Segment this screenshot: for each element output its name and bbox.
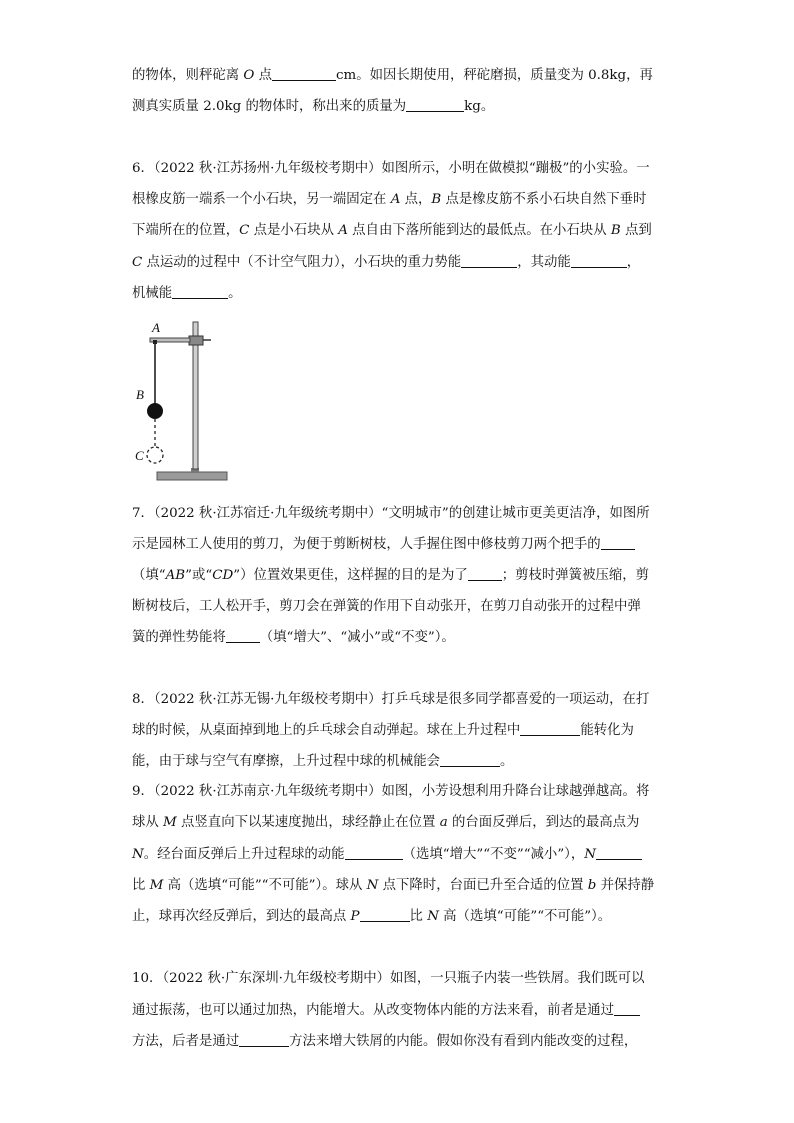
question-6-line: 机械能 。	[132, 286, 242, 301]
answer-blank[interactable]	[239, 1032, 289, 1047]
answer-blank[interactable]	[226, 628, 260, 643]
answer-blank[interactable]	[360, 907, 410, 922]
question-6-line: 6．（2022 秋·江苏扬州·九年级校考期中）如图所示，小明在做模拟“蹦极”的小实验。一	[132, 161, 650, 176]
question-7-line: 簧的弹性势能将 （填“增大”、“减小”或“不变”）。	[132, 630, 455, 645]
answer-blank[interactable]	[614, 1001, 640, 1016]
question-9-line: 止，球再次经反弹后，到达的最高点 P 比 N 高（选填“可能”“不可能”）。	[132, 909, 612, 924]
question-6-line: C 点运动的过程中（不计空气阻力），小石块的重力势能 ，其动能 ，	[132, 255, 641, 270]
answer-blank[interactable]	[345, 845, 403, 860]
answer-blank[interactable]	[571, 253, 627, 268]
answer-blank[interactable]	[272, 66, 336, 81]
question-6-line: 根橡皮筋一端系一个小石块，另一端固定在 A 点，B 点是橡皮筋不系小石块自然下垂时	[132, 192, 647, 207]
question-10-line: 通过振荡，也可以通过加热，内能增大。从改变物体内能的方法来看，前者是通过	[132, 1001, 640, 1021]
answer-blank[interactable]	[601, 535, 635, 550]
question-10-line: 10．（2022 秋·广东深圳·九年级校考期中）如图，一只瓶子内装一些铁屑。我们既可以	[132, 971, 645, 986]
question-8-line: 球的时候，从桌面掉到地上的乒乓球会自动弹起。球在上升过程中 能转化为	[132, 723, 634, 738]
question-7-line: 7．（2022 秋·江苏宿迁·九年级统考期中）“文明城市”的创建让城市更美更洁净，如图所	[132, 506, 650, 521]
question-8-line: 能，由于球与空气有摩擦，上升过程中球的机械能会 。	[132, 754, 514, 769]
text-line: 的物体，则秤砣离 O 点 cm。如因长期使用，秤砣磨损，质量变为 0.8kg，再	[132, 68, 653, 83]
question-8-line: 8．（2022 秋·江苏无锡·九年级校考期中）打乒乓球是很多同学都喜爱的一项运动，在打	[132, 692, 650, 707]
question-7-line: 示是园林工人使用的剪刀，为便于剪断树枝，人手握住图中修枝剪刀两个把手的	[132, 535, 635, 555]
answer-blank[interactable]	[468, 566, 502, 581]
answer-blank[interactable]	[461, 253, 517, 268]
answer-blank[interactable]	[596, 845, 642, 860]
answer-blank[interactable]	[172, 284, 228, 299]
question-7-line: 断树枝后，工人松开手，剪刀会在弹簧的作用下自动张开，在剪刀自动张开的过程中弹	[132, 599, 641, 614]
question-9-line: 比 M 高（选填“可能”“不可能”）。球从 N 点下降时，台面已升至合适的位置 b 并保持静	[132, 878, 655, 893]
answer-blank[interactable]	[406, 97, 464, 112]
bungee-figure	[133, 320, 233, 485]
question-6-line: 下端所在的位置，C 点是小石块从 A 点自由下落所能到达的最低点。在小石块从 B 点到	[132, 223, 652, 238]
text-line: 测真实质量 2.0kg 的物体时，称出来的质量为 kg。	[132, 99, 495, 114]
question-10-line: 方法，后者是通过 方法来增大铁屑的内能。假如你没有看到内能改变的过程，	[132, 1034, 638, 1049]
question-9-line: 9．（2022 秋·江苏南京·九年级统考期中）如图，小芳设想利用升降台让球越弹越高。将	[132, 784, 650, 799]
answer-blank[interactable]	[520, 721, 580, 736]
label-b: B	[136, 387, 144, 402]
question-7-line: （填“AB”或“CD”）位置效果更佳，这样握的目的是为了 ；剪枝时弹簧被压缩，剪	[132, 568, 650, 583]
label-a: A	[152, 320, 160, 335]
answer-blank[interactable]	[440, 752, 500, 767]
question-9-line: N。经台面反弹后上升过程球的动能 （选填“增大”“不变”“减小”），N	[132, 845, 642, 865]
label-c: C	[135, 448, 144, 463]
question-9-line: 球从 M 点竖直向下以某速度抛出，球经静止在位置 a 的台面反弹后，到达的最高点为	[132, 815, 640, 830]
stand-diagram	[133, 320, 233, 485]
